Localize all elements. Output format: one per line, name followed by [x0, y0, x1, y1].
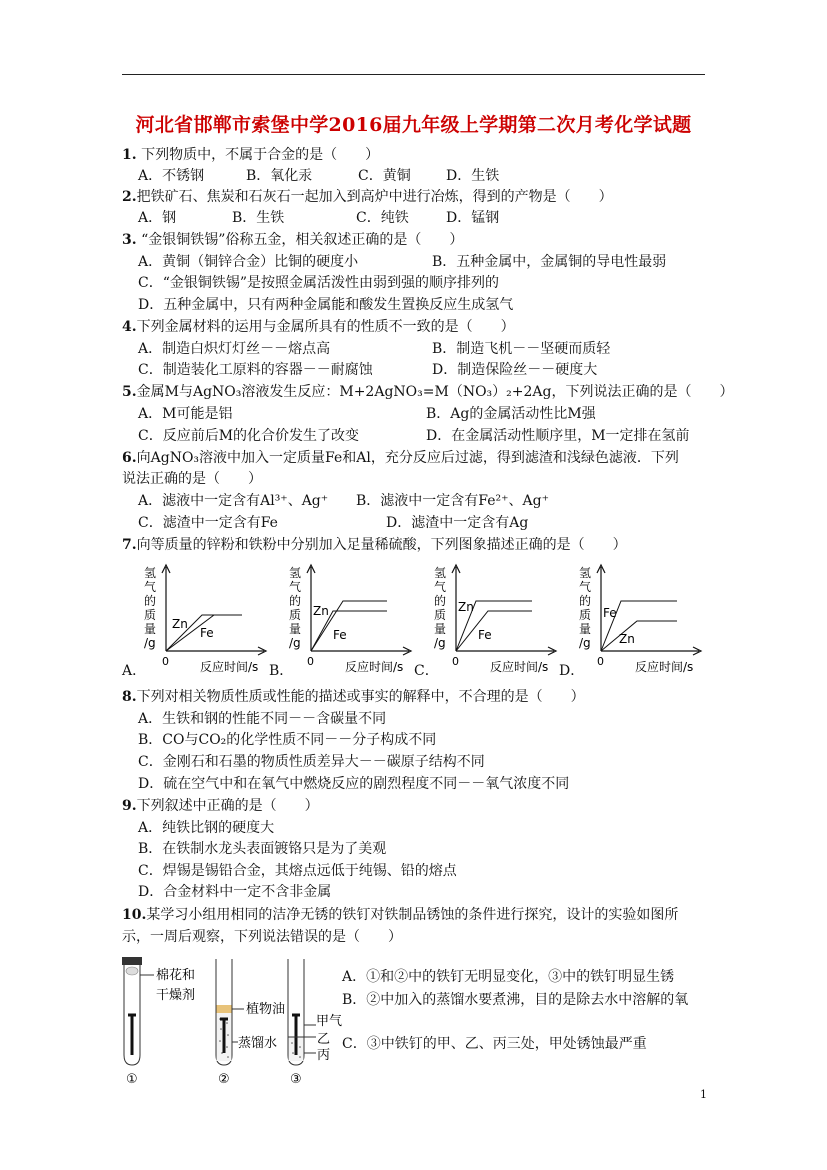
q5-option-b: B．Ag的金属活动性比M强	[426, 406, 596, 422]
label-oil: 植物油	[246, 1002, 286, 1017]
fe-label: Fe	[478, 628, 492, 642]
origin-label: 0	[452, 655, 459, 668]
q3-option-c: C．“金银铜铁锡”是按照金属活泼性由弱到强的顺序排列的	[138, 275, 500, 291]
test-tube-3	[288, 959, 316, 1065]
q9-option-b: B．在铁制水龙头表面镀铬只是为了美观	[138, 841, 387, 857]
y-axis-label-char: 量	[434, 622, 447, 636]
q3-option-b: B．五种金属中，金属铜的导电性最弱	[432, 254, 667, 270]
q5-option-d: D．在金属活动性顺序里，M一定排在氢前	[426, 428, 690, 444]
question-5: 5.金属M与AgNO₃溶液发生反应：M+2AgNO₃=M（NO₃）₂+2Ag，下列说法正确的是（ ）	[122, 384, 734, 400]
q1-option-a: A．不锈钢	[138, 168, 205, 184]
x-axis-label: 反应时间/s	[490, 660, 549, 674]
y-axis-label-char: /g	[434, 636, 446, 650]
graph-d-letter: D．	[559, 663, 585, 679]
y-axis-label-char: 氢	[289, 566, 302, 580]
question-1: 1. 下列物质中，不属于合金的是（ ）	[122, 147, 380, 163]
graph-b	[287, 563, 417, 677]
graph-d	[577, 563, 707, 677]
origin-label: 0	[597, 655, 604, 668]
zn-label: Zn	[313, 604, 329, 618]
y-axis-label-char: 氢	[144, 566, 157, 580]
y-axis-label-char: 的	[434, 594, 447, 608]
question-10-cont: 示，一周后观察，下列说法错误的是（ ）	[122, 929, 402, 945]
y-axis-label-char: 质	[579, 608, 592, 622]
y-axis-label-char: 的	[579, 594, 592, 608]
y-axis-label-char: 质	[289, 608, 302, 622]
label-jia: 甲气	[316, 1014, 343, 1029]
q6-option-a: A．滤液中一定含有Al³⁺、Ag⁺	[138, 493, 329, 509]
fe-label: Fe	[333, 628, 347, 642]
question-4: 4.下列金属材料的运用与金属所具有的性质不一致的是（ ）	[122, 319, 515, 335]
label-bing: 丙	[317, 1048, 331, 1063]
question-6-cont: 说法正确的是（ ）	[122, 471, 262, 487]
fe-label: Fe	[603, 606, 617, 620]
header-rule	[122, 74, 705, 75]
question-8: 8.下列对相关物质性质或性能的描述或事实的解释中，不合理的是（ ）	[122, 689, 585, 705]
q1-option-c: C．黄铜	[358, 168, 411, 184]
y-axis-label-char: 气	[289, 580, 302, 594]
label-water: 蒸馏水	[238, 1036, 278, 1051]
graph-c-letter: C．	[414, 663, 439, 679]
graph-b-letter: B．	[269, 663, 294, 679]
origin-label: 0	[307, 655, 314, 668]
graph-svg	[287, 563, 417, 673]
fe-curve	[456, 611, 532, 651]
graph-svg	[432, 563, 562, 673]
q4-option-a: A．制造白炽灯灯丝－－熔点高	[138, 341, 331, 357]
y-axis-label-char: /g	[144, 636, 156, 650]
origin-label: 0	[162, 655, 169, 668]
q5-option-a: A．M可能是铝	[138, 406, 233, 422]
q6-option-b: B．滤液中一定含有Fe²⁺、Ag⁺	[356, 493, 549, 509]
zn-label: Zn	[172, 617, 188, 631]
y-axis-label-char: /g	[289, 636, 301, 650]
q10-option-b: B．②中加入的蒸馏水要煮沸，目的是除去水中溶解的氧	[342, 992, 689, 1008]
q4-option-d: D．制造保险丝－－硬度大	[432, 362, 598, 378]
y-axis-label-char: 的	[289, 594, 302, 608]
zn-label: Zn	[458, 600, 474, 614]
q6-option-d: D．滤渣中一定含有Ag	[386, 515, 529, 531]
question-7: 7.向等质量的锌粉和铁粉中分别加入足量稀硫酸，下列图象描述正确的是（ ）	[122, 537, 627, 553]
page-number: 1	[700, 1088, 707, 1101]
question-9: 9.下列叙述中正确的是（ ）	[122, 798, 319, 814]
tube-3-number: ③	[290, 1072, 302, 1087]
question-6: 6.向AgNO₃溶液中加入一定质量Fe和Al，充分反应后过滤，得到滤渣和浅绿色滤液．下列	[122, 450, 679, 466]
q8-option-d: D．硫在空气中和在氧气中燃烧反应的剧烈程度不同－－氧气浓度不同	[138, 776, 570, 792]
y-axis-label-char: /g	[579, 636, 591, 650]
question-3: 3. “金银铜铁锡”俗称五金，相关叙述正确的是（ ）	[122, 232, 464, 248]
y-axis-label-char: 量	[579, 622, 592, 636]
q6-option-c: C．滤渣中一定含有Fe	[138, 515, 278, 531]
q5-option-c: C．反应前后M的化合价发生了改变	[138, 428, 360, 444]
q2-option-a: A．钢	[138, 210, 177, 226]
y-axis-label-char: 气	[144, 580, 157, 594]
test-tube-1	[122, 957, 154, 1065]
q9-option-d: D．合金材料中一定不含非金属	[138, 884, 332, 900]
fe-label: Fe	[200, 626, 214, 640]
x-axis-label: 反应时间/s	[200, 660, 259, 674]
q8-option-b: B．CO与CO₂的化学性质不同－－分子构成不同	[138, 732, 437, 748]
q8-option-c: C．金刚石和石墨的物质性质差异大－－碳原子结构不同	[138, 754, 485, 770]
q4-option-c: C．制造装化工原料的容器－－耐腐蚀	[138, 362, 373, 378]
y-axis-label-char: 氢	[434, 566, 447, 580]
label-desiccant: 干燥剂	[156, 988, 196, 1003]
page-title: 河北省邯郸市索堡中学2016届九年级上学期第二次月考化学试题	[135, 114, 692, 136]
label-cotton: 棉花和	[156, 968, 196, 983]
y-axis-label-char: 气	[434, 580, 447, 594]
zn-label: Zn	[619, 632, 635, 646]
tube-1-number: ①	[126, 1072, 138, 1087]
q3-option-a: A．黄铜（铜锌合金）比铜的硬度小	[138, 254, 359, 270]
q4-option-b: B．制造飞机－－坚硬而质轻	[432, 341, 611, 357]
y-axis-label-char: 气	[579, 580, 592, 594]
q1-option-b: B．氧化汞	[246, 168, 313, 184]
tube-2-number: ②	[218, 1072, 230, 1087]
graph-c	[432, 563, 562, 677]
q2-option-c: C．纯铁	[356, 210, 409, 226]
q10-option-a: A．①和②中的铁钉无明显变化，③中的铁钉明显生锈	[342, 969, 675, 985]
x-axis-label: 反应时间/s	[635, 660, 694, 674]
zn-curve	[601, 621, 677, 651]
q9-option-c: C．焊锡是锡铅合金，其熔点远低于纯锡、铅的熔点	[138, 863, 457, 879]
q1-option-d: D．生铁	[446, 168, 500, 184]
q2-option-d: D．锰钢	[446, 210, 500, 226]
y-axis-label-char: 质	[434, 608, 447, 622]
q8-option-a: A．生铁和钢的性能不同－－含碳量不同	[138, 711, 387, 727]
graph-a	[142, 563, 272, 677]
q10-option-c: C．③中铁钉的甲、乙、丙三处，甲处锈蚀最严重	[342, 1036, 647, 1052]
q9-option-a: A．纯铁比钢的硬度大	[138, 820, 275, 836]
question-10: 10.某学习小组用相同的洁净无锈的铁钉对铁制品锈蚀的条件进行探究，设计的实验如图所	[122, 907, 679, 923]
y-axis-label-char: 的	[144, 594, 157, 608]
graph-a-letter: A．	[122, 663, 147, 679]
experiment-figure	[118, 957, 343, 1091]
q2-option-b: B．生铁	[232, 210, 285, 226]
y-axis-label-char: 量	[144, 622, 157, 636]
y-axis-label-char: 量	[289, 622, 302, 636]
y-axis-label-char: 质	[144, 608, 157, 622]
x-axis-label: 反应时间/s	[345, 660, 404, 674]
graph-svg	[577, 563, 707, 673]
y-axis-label-char: 氢	[579, 566, 592, 580]
graph-svg	[142, 563, 272, 673]
question-2: 2.把铁矿石、焦炭和石灰石一起加入到高炉中进行冶炼，得到的产物是（ ）	[122, 189, 613, 205]
label-yi: 乙	[317, 1032, 331, 1047]
q3-option-d: D．五种金属中，只有两种金属能和酸发生置换反应生成氢气	[138, 297, 514, 313]
